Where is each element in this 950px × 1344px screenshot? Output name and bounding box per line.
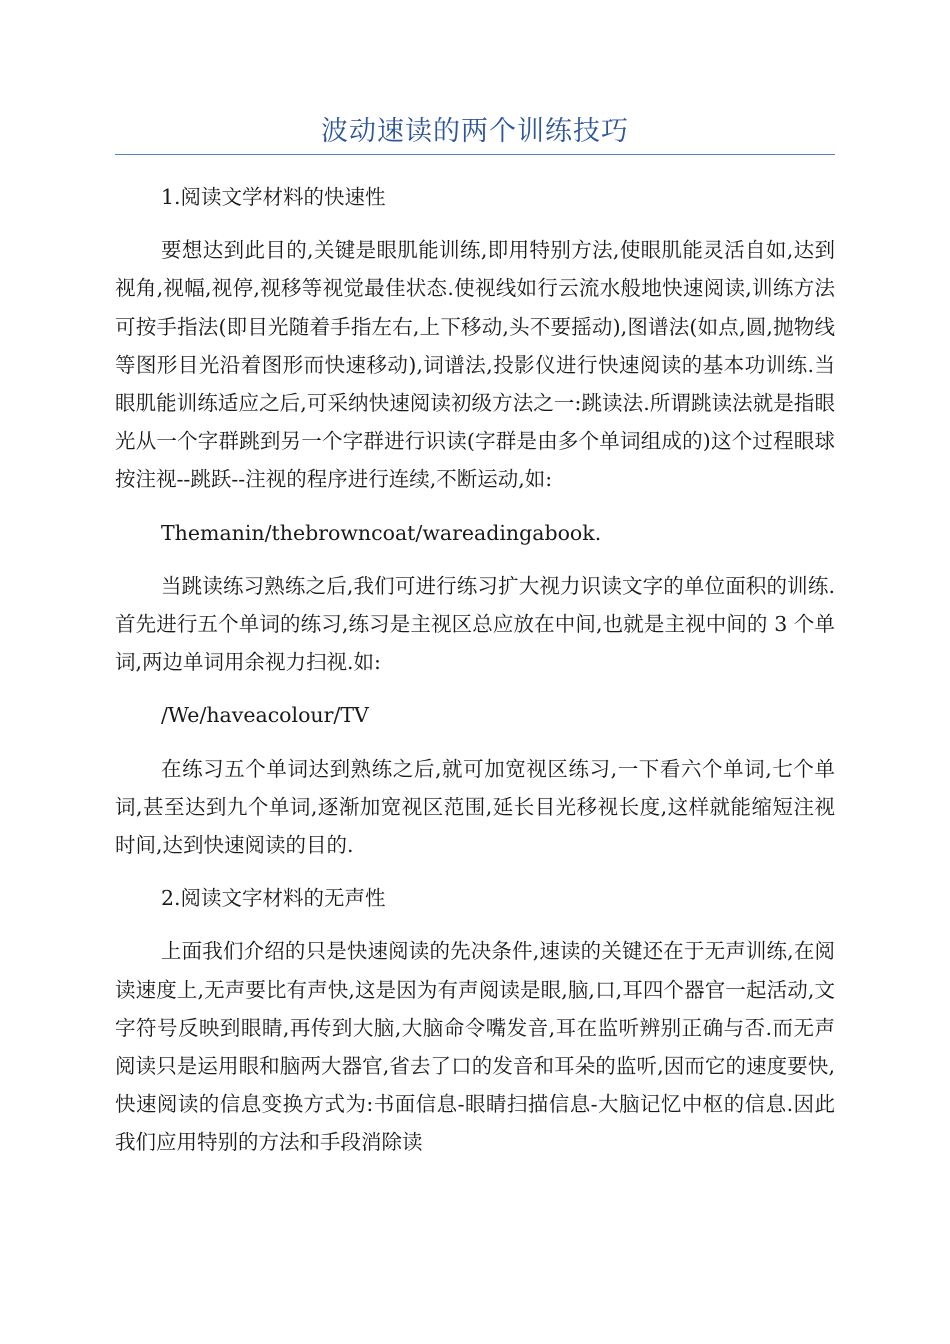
body-paragraph: 当跳读练习熟练之后,我们可进行练习扩大视力识读文字的单位面积的训练.首先进行五个单词的练习,练习是主视区总应放在中间,也就是主视中间的 3 个单词,两边单词用余视力扫视.如: <box>115 573 835 675</box>
section-heading-2: 2.阅读文字材料的无声性 <box>161 886 386 911</box>
body-paragraph: 要想达到此目的,关键是眼肌能训练,即用特别方法,使眼肌能灵活自如,达到视角,视幅,视停,视移等视觉最佳状态.使视线如行云流水般地快速阅读,训练方法可按手指法(即目光随着手指左右,上下移动,头不要摇动),图谱法(如点,圆,抛物线等图形目光沿着图形而快速移动),词谱法,投影仪进行快速阅读的基本功训练.当眼肌能训练适应之后,可采纳快速阅读初级方法之一:跳读法.所谓跳读法就是指眼光从一个字群跳到另一个字群进行识读(字群是由多个单词组成的)这个过程眼球按注视--跳跃--注视的程序进行连续,不断运动,如: <box>115 238 835 492</box>
body-paragraph: 上面我们介绍的只是快速阅读的先决条件,速读的关键还在于无声训练,在阅读速度上,无声要比有声快,这是因为有声阅读是眼,脑,口,耳四个器官一起活动,文字符号反映到眼睛,再传到大脑,大脑命令嘴发音,耳在监听辨别正确与否.而无声阅读只是运用眼和脑两大器官,省去了口的发音和耳朵的监听,因而它的速度要快,快速阅读的信息变换方式为:书面信息-眼睛扫描信息-大脑记忆中枢的信息.因此我们应用特别的方法和手段消除读 <box>115 939 835 1155</box>
page-title: 波动速读的两个训练技巧 <box>321 116 629 147</box>
body-paragraph: 在练习五个单词达到熟练之后,就可加宽视区练习,一下看六个单词,七个单词,甚至达到九个单词,逐渐加宽视区范围,延长目光移视长度,这样就能缩短注视时间,达到快速阅读的目的. <box>115 756 835 858</box>
document-body <box>115 178 835 1177</box>
example-sentence: /We/haveacolour/TV <box>161 703 369 728</box>
section-heading-1: 1.阅读文学材料的快速性 <box>161 185 386 209</box>
example-sentence: Themanin/thebrowncoat/wareadingabook. <box>161 520 602 545</box>
title-underline <box>115 154 835 155</box>
